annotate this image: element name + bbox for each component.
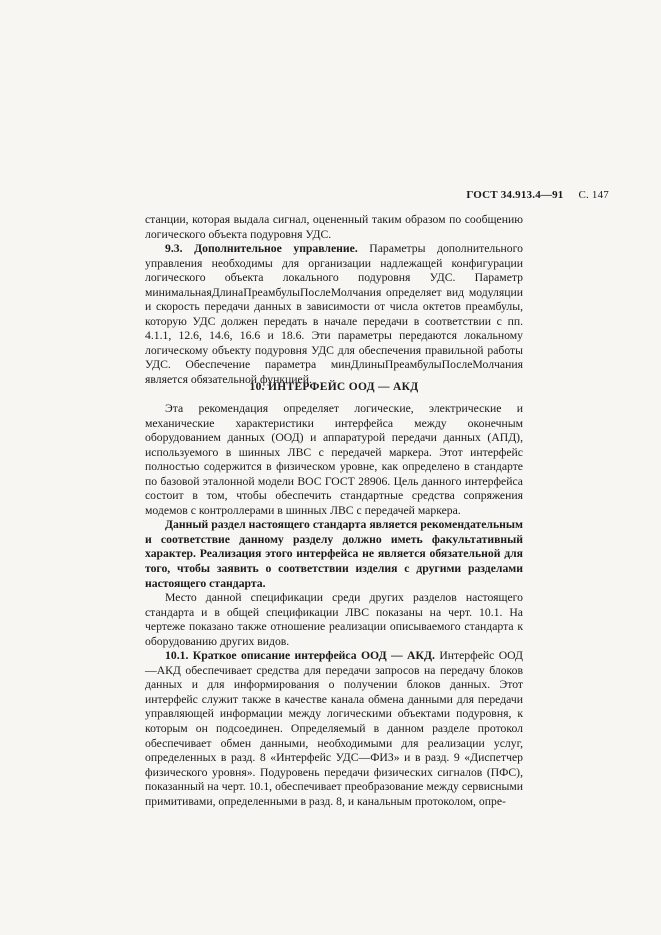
text-block-upper <box>145 213 523 388</box>
intro-paragraph: Эта рекомендация определяет логические, электрические и механические характеристики интерфейса между оконечным оборудованием данных (ООД) и аппаратурой передачи данных (АПД), используемого в шинных ЛВС с передачей маркера. Этот интерфейс полностью содержится в физическом уровне, как определено в стандарте по базовой эталонной модели ВОС ГОСТ 28906. Цель данного интерфейса состоит в том, чтобы обеспечить стандартные средства сопряжения модемов с контроллерами в шинных ЛВС с передачей маркера. <box>145 402 523 517</box>
recommendation-note-paragraph: Данный раздел настоящего стандарта является рекомендательным и соответствие данному разделу должно иметь факультативный характер. Реализация этого интерфейса не является обязательной для того, чтобы заявить о соответствии изделия с другими разделами настоящего стандарта. <box>145 518 523 590</box>
section-heading: 10. ИНТЕРФЕЙС ООД — АКД <box>249 381 419 393</box>
specification-place-paragraph: Место данной спецификации среди других разделов настоящего стандарта и в общей спецификации ЛВС показаны на черт. 10.1. На чертеже показано также отношение реализации описываемого стандарта к оборудованию других видов. <box>145 591 523 648</box>
text-block-lower <box>145 402 523 809</box>
paragraph-9-3 <box>145 242 523 387</box>
paragraph-10-1-title: 10.1. Краткое описание интерфейса ООД — АКД. <box>165 649 435 663</box>
page-number: С. 147 <box>578 189 609 201</box>
paragraph-9-3-text: Параметры дополнительного управления необходимы для организации надлежащей конфигурации логического объекта локального подуровня УДС. Параметр минимальнаяДлинаПреамбулыПослеМолчания определяет вид модуляции и скорость передачи данных в зависимости от числа октетов преамбулы, которую УДС должен передать в начале передачи в соответствии с пп. 4.1.1, 12.6, 14.6, 16.6 и 18.6. Эти параметры передаются локальному логическому объекту подуровня УДС для обеспечения правильной работы УДС. Обеспечение параметра минДлиныПреамбулыПослеМолчания является обязательной функцией. <box>145 242 523 387</box>
running-header <box>466 189 609 201</box>
standard-number: ГОСТ 34.913.4—91 <box>466 189 564 201</box>
continued-paragraph: станции, которая выдала сигнал, оцененный таким образом по сообщению логического объекта подуровня УДС. <box>145 213 523 241</box>
paragraph-10-1 <box>145 649 523 809</box>
paragraph-10-1-text: Интерфейс ООД—АКД обеспечивает средства для передачи запросов на передачу блоков данных и для информирования о получении блоков данных. Этот интерфейс служит также в качестве канала обмена данными для передачи управляющей информации между логическими объектами подуровня, к которым он подсоединен. Определяемый в данном разделе протокол обеспечивает обмен данными, необходимыми для реализации услуг, определенных в разд. 8 «Интерфейс УДС—ФИЗ» и в разд. 9 «Диспетчер физического уровня». Подуровень передачи физических сигналов (ПФС), показанный на черт. 10.1, обеспечивает преобразование между сервисными примитивами, определенными в разд. 8, и канальным протоколом, опре- <box>145 649 523 808</box>
paragraph-9-3-title: 9.3. Дополнительное управление. <box>165 242 358 256</box>
